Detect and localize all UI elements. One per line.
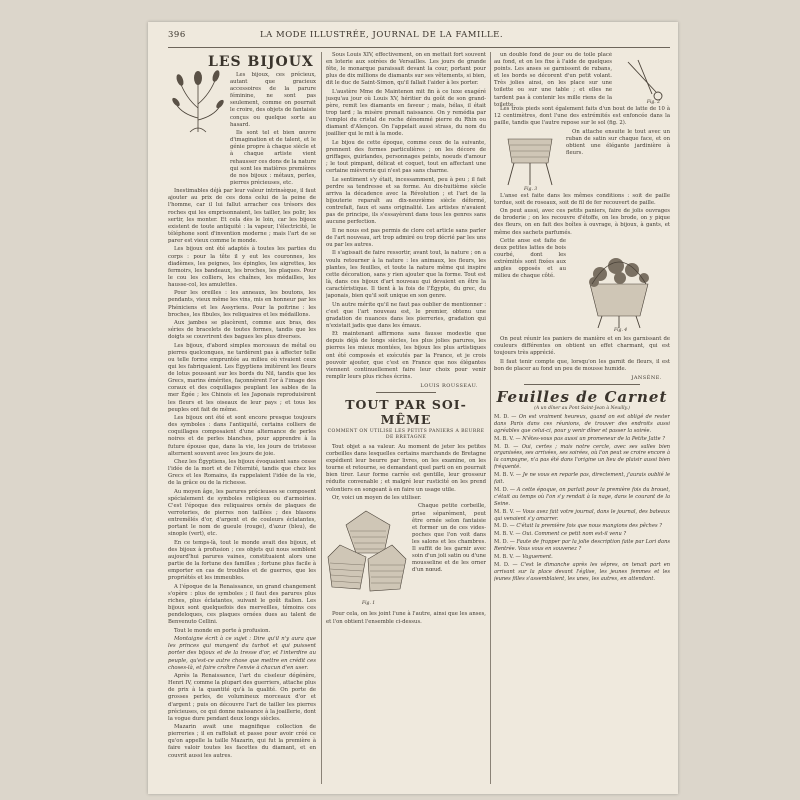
feuilles-subtitle: (A un dîner au Pont Saint-Jean à Neuilly.) [534,405,630,411]
section-separator [376,392,436,393]
author-signature: JANSÈNE. [631,374,662,381]
lily-illustration [170,68,226,134]
bijoux-paragraph: En ce temps-là, tout le monde avait des bijoux, et des bijoux à profusion ; ces objets qui nous semblent aujourd'hui parures vaines, constituaient alors une partie de la fortune des familles ; fortune plus facile à emporter en cas de troubles et de guerres, que les propriétés et les immeubles. [168,539,316,582]
article-title-bijoux: LES BIJOUX [208,54,314,70]
tout-paragraph: Chaque petite corbeille, prise séparément, peut être ornée selon fantaisie et former un de ces vides-poches que l'on voit dans les salons et les chambres. Il suffit de les garnir avec soin d'un joli satin ou d'une mousseline et de les orner d'un nœud. [412,503,486,574]
page-number: 396 [168,30,186,40]
figure-1-caption: Fig. 1 [362,601,376,607]
tout-paragraph: Tout objet a sa valeur. Au moment de jeter les petites corbeilles dans lesquelles certains marchands de Bretagne expédient leur beurre par livres, on les examine, on les tourne et retourne, se demandant quel parti on en pourrait bien tirer. Leur forme carrée est gentille, leur grosseur réduite convenable ; et malgré leur rusticité on les prend volontiers en songeant à en faire un usage utile. [326,443,486,493]
dialogue-list [494,414,670,583]
tout-continued-paragraph: L'anse est faite dans les mêmes conditions : soit de paille tordue, soit de roseaux, soit de fil de fer recouvert de paille. [494,192,670,206]
bijoux-paragraph: Pour les oreilles : les anneaux, les boutons, les pendants, vieux même les vins, mis en honneur par les Phéniciens et les Assyriens. Pour la poitrine : les broches, les fibules, les reliquaires et les médaillons. [168,290,316,318]
tout-continued-paragraph: un double fond de jour ou de toile placé au fond, et on les fixe à l'aide de quelques points. Les anses se garnissent de rubans, et les bords se décorent d'un petit volant. Très jolies ainsi, on les place sur une toilette ou sur une table ; et elles ne tardent pas à contenir les mille riens de la toilette. [494,52,612,108]
tout-continued-paragraph: Cette anse est faite de deux petites lattes de bois courbé, dont les extrémités sont fixées aux angles opposés et au milieu de chaque côté. [494,238,566,280]
tout-paragraph: Pour cela, on les joint l'une à l'autre, ainsi que les anses, et l'on obtient l'ensemble ci-dessus. [326,611,486,625]
column-middle [326,52,486,786]
tout-continued-paragraph: On peut aussi, avec ces petits paniers, faire de jolis ouvrages de broderie ; on les recouvre d'étoffe, on les brode, on y pique des fleurs, on en fait des boîtes à ouvrage, à bijoux, à gants, et même des sachets parfumés. [494,208,670,236]
page-header [168,30,668,44]
tout-continued-paragraph: On peut réunir les paniers de manière et en les garnissant de couleurs différentes on obtient un effet charmant, qui est toujours très apprécié. [494,336,670,357]
column-divider-1 [321,52,322,784]
tout-paragraph: Or, voici un moyen de les utiliser. [332,495,422,501]
figure-3-caption: Fig. 3 [524,186,538,192]
bijoux-paragraph: Mazarin avait une magnifique collection de pierreries ; il en raffolait et passe pour avoir créé ce qu'on appelle la taille Mazarin, qui fut la première à faire valoir toutes les facettes du diamant, et en couvrit aussi les autres. [168,724,316,759]
section-separator [524,384,640,385]
header-rule [168,47,670,48]
bijoux-paragraph: Au moyen âge, les parures précieuses se composent spécialement de symboles religieux ou d'armoiries. C'est l'époque des reliquaires ornés de plaques de verroteries, de pierres non taillées ; des blasons entremêlés d'or, d'argent et de couleurs éclatantes, portant le nom de gueule (rouge), d'azur (bleu), de sinople (vert), etc. [168,488,316,538]
tout-continued-paragraph: On attache ensuite le tout avec un ruban de satin sur chaque face, et on obtient une élégante jardinière à fleurs. [566,128,670,156]
bijoux-paragraph: Les bijoux ont été adaptés à toutes les parties du corps : pour la tête il y eut les couronnes, les diadèmes, les peignes, les épingles, les aigrettes, les fermoirs, les bandeaux, les broches, les plaques. Pour le cou les colliers, les chaînes, les médailles, les hausse-col, les amulettes. [168,246,316,288]
dialogue-line: M. D. — On est vraiment heureux, quand on est obligé de rester dans Paris dans ces réunions, de trouver des endroits aussi agréables que celui-ci, pour y venir dîner et passer la soirée. [494,413,670,434]
feuilles-title: Feuilles de Carnet [496,387,668,406]
article-subtitle: COMMENT ON UTILISE LES PETITS PANIERS A BEURRE [327,428,485,434]
figure-1-block [326,503,486,611]
column-bijoux [168,52,316,786]
dialogue-line: M. D. — C'était la première fois que nous mangions des pêches ? [494,523,662,530]
newspaper-page [148,22,678,794]
bijoux-continued-paragraph: Un autre mérite qu'il ne faut pas oublier de mentionner : c'est que l'art nouveau est, le premier, obtenu une gradation de nuances dans les pierreries, gradation qui n'existait jadis que dans les émaux. [326,301,486,329]
bijoux-paragraph: Tout le monde en porte à profusion. [174,627,271,634]
tout-continued-paragraph: Il faut tenir compte que, lorsqu'on les garnit de fleurs, il est bon de placer au fond un peu de mousse humide. [494,358,670,372]
bijoux-continued-paragraph: L'austère Mme de Maintenon mit fin à ce luxe exagéré jusqu'au jour où Louis XV, héritier du goût de son grand-père, remit les diamants en faveur ; mais, hélas, il était trop tard ; la misère prenait naissance. On y remédia par l'emploi du cristal de roche dénommé pierre du Rhin ou diamant d'Alençon. On l'appelait aussi strass, du nom du joaillier qui le mit à la mode. [326,88,486,138]
dialogue-line: M. B. V. — Oui. Comment ce petit nom est-il venu ? [494,531,627,538]
bijoux-paragraph: Ils sont tel et bien œuvre d'imagination et de talent, et le génie propre à chaque siècle et à chaque artiste vient rehausser ces dons de la nature qui sont les matières premières de nos bijoux : métaux, perles, pierres précieuses, etc. [230,130,316,186]
bijoux-paragraph: Les bijoux ont été et sont encore presque toujours des symboles : dans l'antiquité, certains colliers de coquillages composaient d'une alternance de perles noires et de perles blanches, pour apprendre à la future épouse que, dans la vie, les jours de tristesse alternent souvent avec les jours de joie. [168,415,316,457]
column-divider-2 [490,52,491,784]
bijoux-paragraph: Les bijoux, ces précieux, autant que gracieux accessoires de la parure féminine, ne sont pas seulement, comme on pourrait le croire, des objets de fantaisie conçus ou quelque sorte au hasard. [230,72,316,128]
bijoux-continued-paragraph: Il ne nous est pas permis de clore cet article sans parler de l'art nouveau, art trop admiré ou trop décrié par les uns ou par les autres. [326,227,486,248]
dialogue-line: M. B. V. — Vous avez fait votre journal, dans le journal, des bateaux qui venaient s'y amarrer. [494,508,670,522]
dialogue-line: M. D. — Faute de frapper par la jolie description faite par Lori dans Rentrée. Vous vous en souvenez ? [494,539,670,553]
bijoux-continued-paragraph: Le sentiment s'y était, incessamment, peu à peu ; il fait perdre sa tendresse et sa forme. Au dix-huitième siècle arriva la décadence avec la Révolution ; et l'art de la bijouterie reparaît au dix-neuvième siècle déformé, contrefait, faux et sans originalité. Les artistes n'avaient pas de principe, ils s'essayèrent dans tous les genres sans aucune perfection. [326,176,486,226]
bijoux-continued-paragraph: Sous Louis XIV, effectivement, on en mettait fort souvent en loterie aux soirées de Versailles. Les jours de grande fête, le monarque paraissait devant la cour, portant pour plus de dix millions de diamants sur ses vêtements, si bien, dit le duc de Saint-Simon, qu'il fallait l'aider à les porter. [326,52,486,87]
bijoux-continued-paragraph: Il s'agissait de faire ressortir, avant tout, la nature ; on a voulu retourner à la nature : les animaux, les fleurs, les plantes, les feuilles, et toute la nature même qui inspire cette décoration, sans y rien ajouter que la forme. Tout est là, dans ces bijoux d'art nouveau qui devaient en être la caractéristique. Il tient à la fois de l'Égypte, du grec, du japonais, bien qu'il soit unique en son genre. [326,250,486,300]
dialogue-line: M. B. V. — N'êtes-vous pas aussi un promeneur de la Petite Jatte ? [494,435,665,442]
bijoux-paragraph: Chez les Égyptiens, les bijoux évoquaient sans cesse l'idée de la mort et de l'éternité, tandis que chez les Grecs et les Romains, ils rappelaient l'idée de la vie, de la grâce ou de la richesse. [168,459,316,487]
journal-title: LA MODE ILLUSTRÉE, JOURNAL DE LA FAMILLE. [260,30,504,40]
scissors-illustration [622,58,668,102]
figure-2-caption: Fig. 2 [646,100,660,105]
dialogue-line: M. D. — Oui, certes ; mais notre cercle, avec ses salles bien organisées, ses arrivées, ses soirées, où l'on peut se croire encore à la campagne, n'a pas été dans l'origine un lieu de plaisir aussi bien fréquenté. [494,443,670,471]
bijoux-paragraph: Aux jambes se placèrent, comme aux bras, des séries de bracelets de toutes formes, tandis que les doigts se couvrirent des bagues les plus diverses. [168,320,316,341]
bijoux-paragraph: Montaigne écrit à ce sujet : Dire qu'il n'y aura que les princes qui mangent du turbot et qui puissent porter des bijoux et de la tresse d'or, et l'interdire au peuple, qu'est-ce autre chose que mettre en crédit ces choses-là, et faire croître l'envie à chacun d'en user. [168,636,316,671]
bijoux-paragraph: A l'époque de la Renaissance, un grand changement s'opère : plus de symboles ; il faut des parures plus riches, plus éclatantes, suivant le goût italien. Les bijoux sont quelquefois des merveilles, témoins ces pendeloques, ces plaques ornées dues au talent de Benvenuto Cellini. [168,583,316,626]
article-title-tout: TOUT PAR SOI-MÊME [345,396,467,427]
flower-basket-illustration [570,238,668,330]
dialogue-line: M. D. — C'est le dimanche après les vêpres, on tenait part en arrivant sur la place devant l'église, les jeunes femmes et les jeunes filles s'assemblaient, les unes, les autres, en attendant. [494,562,670,582]
column-right [494,52,670,786]
bijoux-paragraph: Les bijoux, d'abord simples morceaux de métal ou pierres quelconques, ne tardèrent pas à affecter telle ou telle forme empruntée au milieu où vivaient ceux qui les fabriquaient. Les Égyptiens imitèrent les fleurs de lotus poussant sur les bords du Nil, tandis que les Grecs, marins émérites, façonnèrent l'or à l'image des coraux et des coquillages peuplant les sables de la mer Égée ; les Chinois et les Japonais reproduisirent les fleurs et les oiseaux de leur pays ; et tous les peuples ont fait de même. [168,342,316,413]
baskets-illustration [326,505,408,601]
dialogue-line: M. D. — A cette époque, on parlait pour la première fois du brouet, c'était au temps où l'on s'y rendait à la nage, dans le courant de la Seine. [494,486,670,507]
bijoux-continued-paragraph: Le bijou de cette époque, comme ceux de la suivante, prennent des formes particulières ; on les décore de griffages, guirlandes, personnages peints, noeuds d'amour ; le tout pimpant, délicat et coquet, tout en affectant une certaine mièvrerie qui n'est pas sans charme. [326,139,486,175]
bijoux-paragraph: Après la Renaissance, l'art du ciseleur dégénère, Henri IV, comme la plupart des guerriers, attache plus de prix à la quantité qu'à la qualité. On porte de grosses perles, de volumineux morceaux d'or et d'argent ; puis on découvre l'art de tailler les pierres précieuses, ce qui donne naissance à la joaillerie, dont la vogue dure pendant deux longs siècles. [168,673,316,722]
basket-stand-illustration [498,131,562,187]
bijoux-paragraph: Inestimables déjà par leur valeur intrinsèque, il faut ajouter au prix de ces dons celui de la peine de l'homme, car il lui fallut arracher ces trésors des roches qui les emprisonnaient, les tailler, les polir, les sertir, les monter. Et cela dès le loin, car les bijoux existent de toute antiquité : la vapeur, l'électricité, le téléphone sont d'invention moderne ; mais l'art de se parer est vieux comme le monde. [168,188,316,244]
tout-continued-paragraph: Les trois pieds sont également faits d'un bout de latte de 10 à 12 centimètres, dont l'une des extrémités est enfoncée dans la paille, tandis que l'autre repose sur le sol (fig. 2). [494,106,670,127]
dialogue-line: M. B. V. — Je ne vous en reparle pas, directement, j'aurais oublié le fait. [494,472,670,486]
bijoux-continued-paragraph: Et maintenant affirmons sans fausse modestie que depuis déjà de longs siècles, les plus jolies parures, les pierres les mieux montées, les bijoux les plus artistiques ont été composés et exécutés par la France, et je crois pouvoir ajouter, que c'est en France que nos élégantes viennent continuellement faire leur choix pour venir remplir leurs plus riches écrins. [326,331,486,380]
dialogue-line: M. B. V. — Vaguement. [494,554,553,561]
figure-4-caption: Fig. 4 [614,328,628,334]
author-signature: LOUIS ROUSSEAU. [420,382,478,389]
article-subtitle-2: DE BRETAGNE [385,434,427,440]
